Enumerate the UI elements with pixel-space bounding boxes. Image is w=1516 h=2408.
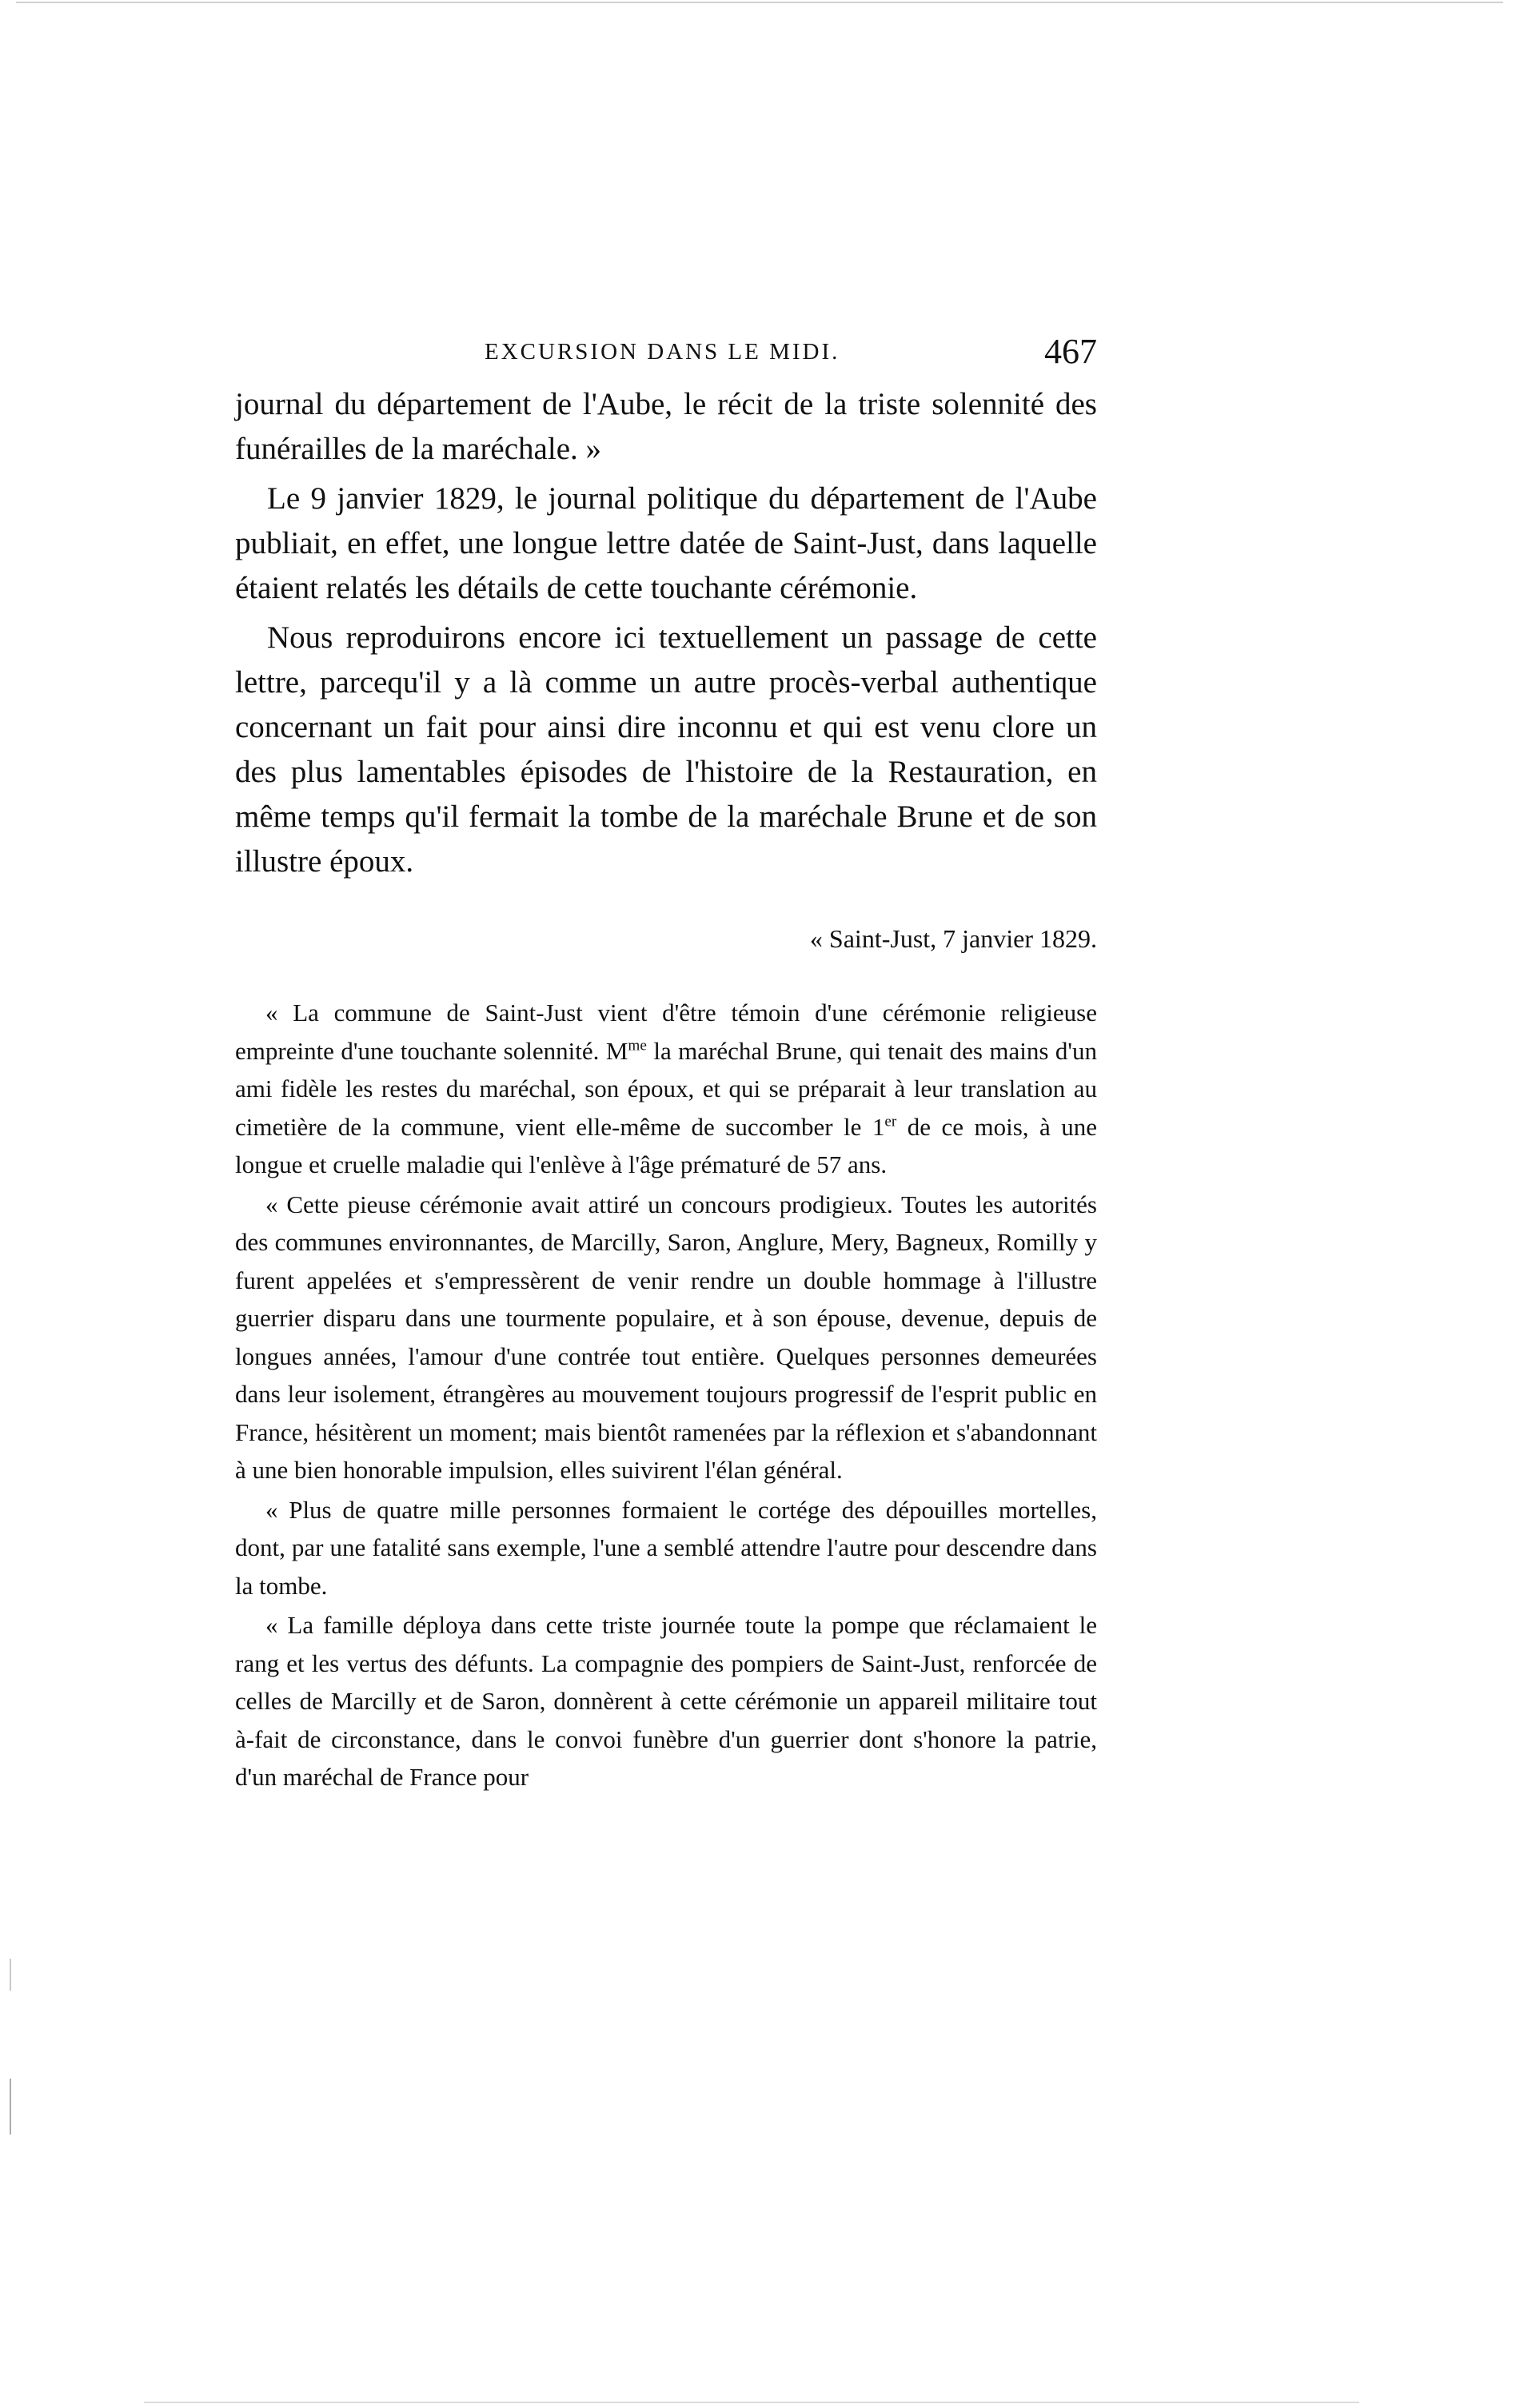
scan-margin-mark: [10, 2079, 11, 2135]
superscript: me: [628, 1037, 647, 1054]
scan-edge-top: [16, 2, 1503, 3]
book-page: [235, 334, 1097, 1796]
superscript: er: [884, 1113, 897, 1130]
running-head: [235, 334, 1097, 382]
letter-paragraph: « La commune de Saint-Just vient d'être témoin d'une cérémonie religieuse empreinte d'une touchante solennité. $M^{me}$ la maréchal Brune, qui tenait des mains d'un ami fidèle les restes du maréchal, son époux, et qui se préparait à leur translation au cimetière de la commune, vient elle-même de succomber le 1er de ce mois, à une longue et cruelle maladie qui l'enlève à l'âge prématuré de 57 ans.: [235, 999, 1097, 1178]
scan-edge-bottom: [144, 2402, 1359, 2403]
paragraph-continued: journal du département de l'Aube, le récit de la triste solennité des funérailles de la maréchale. »: [235, 387, 1097, 466]
letter-paragraph: « Cette pieuse cérémonie avait attiré un concours prodigieux. Toutes les autorités des communes environnantes, de Marcilly, Saron, Anglure, Mery, Bagneux, Romilly y furent appelées et s'empressèrent de venir rendre un double hommage à l'illustre guerrier disparu dans une tourmente populaire, et à son épouse, devenue, depuis de longues années, l'amour d'une contrée tout entière. Quelques personnes demeurées dans leur isolement, étrangères au mouvement toujours progressif de l'esprit public en France, hésitèrent un moment; mais bientôt ramenées par la réflexion et s'abandonnant à une bien honorable impulsion, elles suivirent l'élan général.: [235, 1190, 1097, 1484]
paragraph: Le 9 janvier 1829, le journal politique du département de l'Aube publiait, en effet, une longue lettre datée de Saint-Just, dans laquelle étaient relatés les détails de cette touchante cérémonie.: [235, 481, 1097, 605]
quoted-letter: [235, 994, 1097, 1796]
body-text: [235, 382, 1097, 884]
paragraph: Nous reproduirons encore ici textuellement un passage de cette lettre, parcequ'il y a là comme un autre procès-verbal authentique concernant un fait pour ainsi dire inconnu et qui est venu clore un des plus lamentables épisodes de l'histoire de la Restauration, en même temps qu'il fermait la tombe de la maréchale Brune et de son illustre époux.: [235, 620, 1097, 879]
scan-margin-mark: [10, 1959, 11, 1991]
running-title: EXCURSION DANS LE MIDI.: [485, 339, 840, 365]
page-number: 467: [1044, 332, 1097, 371]
letter-dateline: « Saint-Just, 7 janvier 1829.: [809, 924, 1097, 953]
letter-paragraph: « La famille déploya dans cette triste journée toute la pompe que réclamaient le rang et les vertus des défunts. La compagnie des pompiers de Saint-Just, renforcée de celles de Marcilly et de Saron, donnèrent à cette cérémonie un appareil militaire tout à-fait de circonstance, dans le convoi funèbre d'un guerrier dont s'honore la patrie, d'un maréchal de France pour: [235, 1611, 1097, 1791]
letter-paragraph: « Plus de quatre mille personnes formaient le cortége des dépouilles mortelles, dont, par une fatalité sans exemple, l'une a semblé attendre l'autre pour descendre dans la tombe.: [235, 1495, 1097, 1600]
